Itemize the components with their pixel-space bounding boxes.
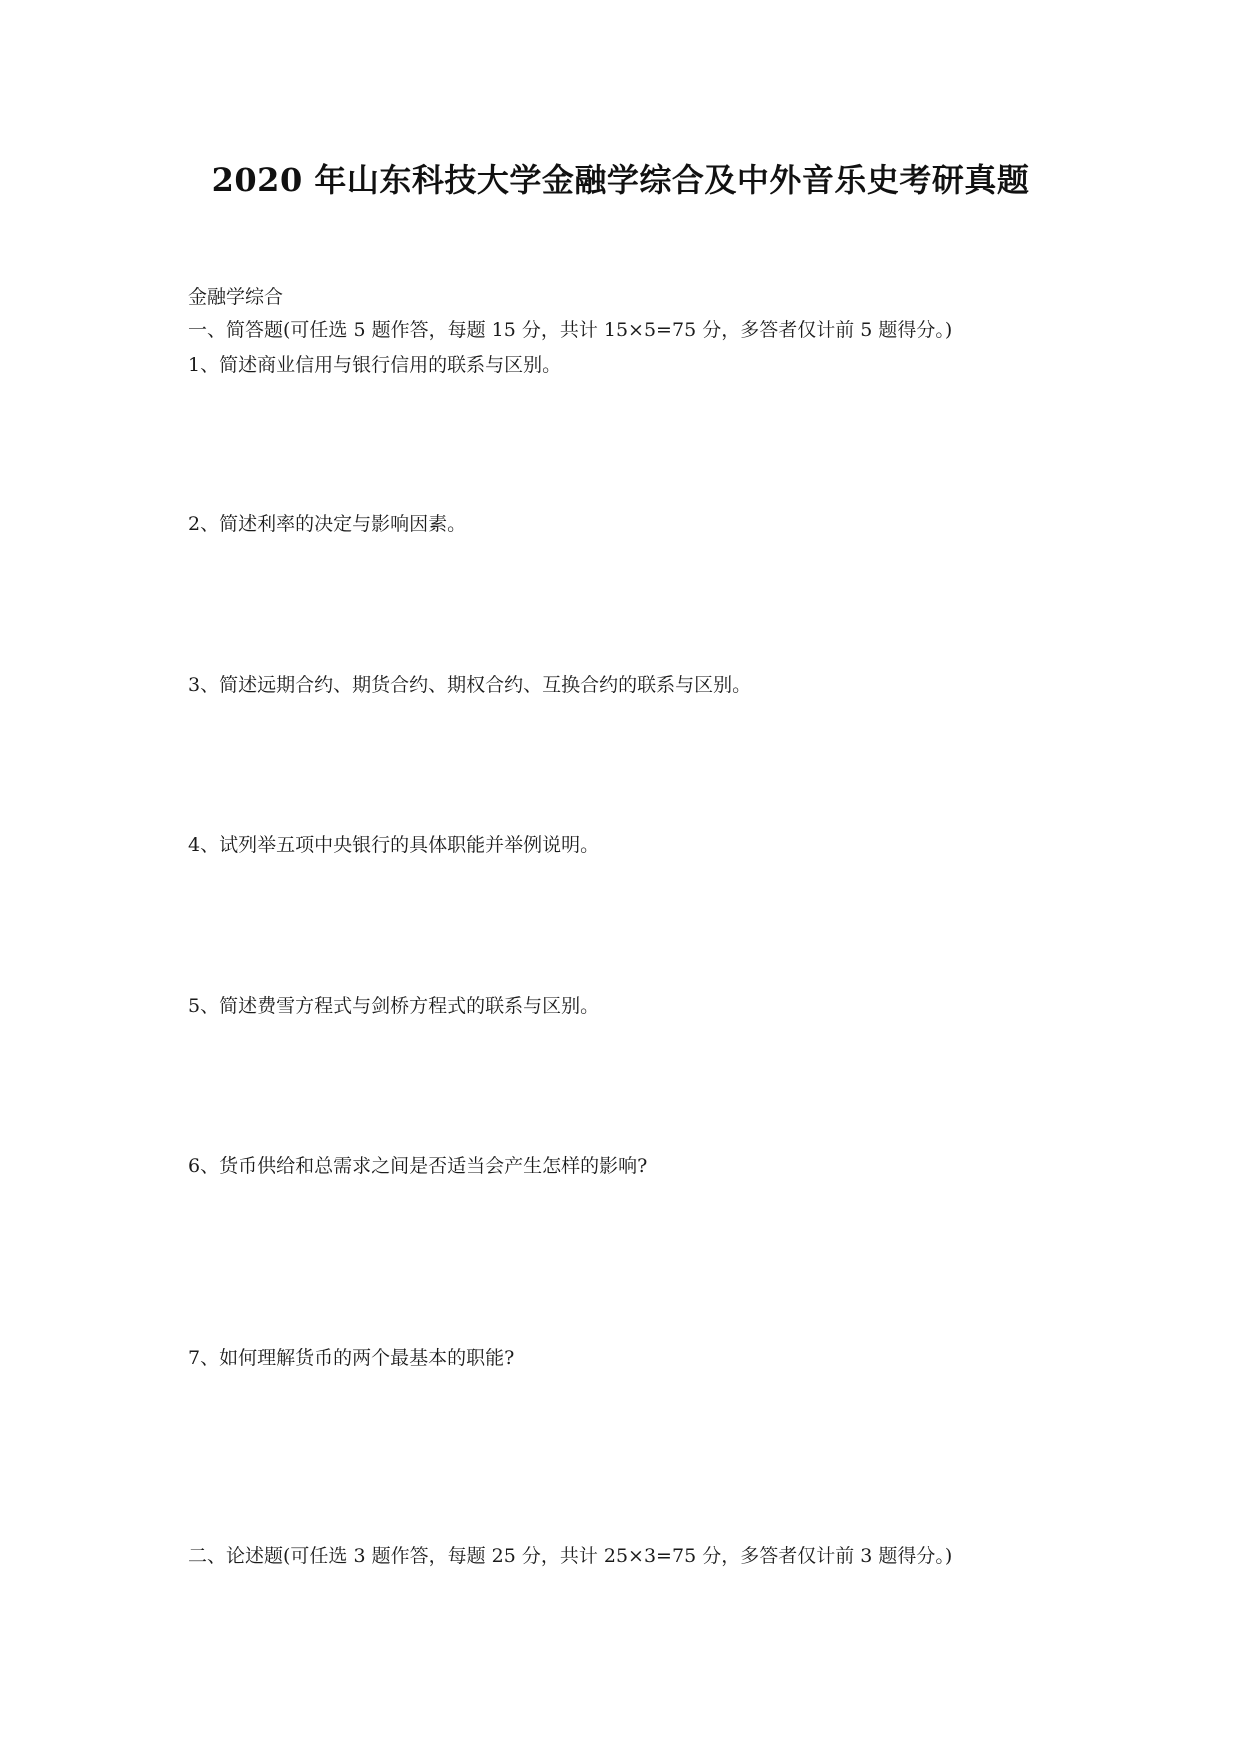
subject-heading: 金融学综合 [188, 286, 284, 308]
question-item: 2、简述利率的决定与影响因素。 [188, 513, 467, 535]
question-item: 5、简述费雪方程式与剑桥方程式的联系与区别。 [188, 995, 600, 1017]
question-item: 7、如何理解货币的两个最基本的职能? [188, 1347, 515, 1369]
question-item: 4、试列举五项中央银行的具体职能并举例说明。 [188, 834, 600, 856]
document-title: 2020 年山东科技大学金融学综合及中外音乐史考研真题 [211, 161, 1030, 199]
question-item: 3、简述远期合约、期货合约、期权合约、互换合约的联系与区别。 [188, 674, 752, 696]
question-item: 6、货币供给和总需求之间是否适当会产生怎样的影响? [188, 1155, 648, 1177]
question-item: 1、简述商业信用与银行信用的联系与区别。 [188, 354, 562, 376]
section-heading-short-answer: 一、简答题(可任选 5 题作答，每题 15 分，共计 15×5=75 分，多答者仅计前 5 题得分。) [188, 319, 953, 341]
section-heading-essay: 二、论述题(可任选 3 题作答，每题 25 分，共计 25×3=75 分，多答者仅计前 3 题得分。) [188, 1545, 953, 1567]
